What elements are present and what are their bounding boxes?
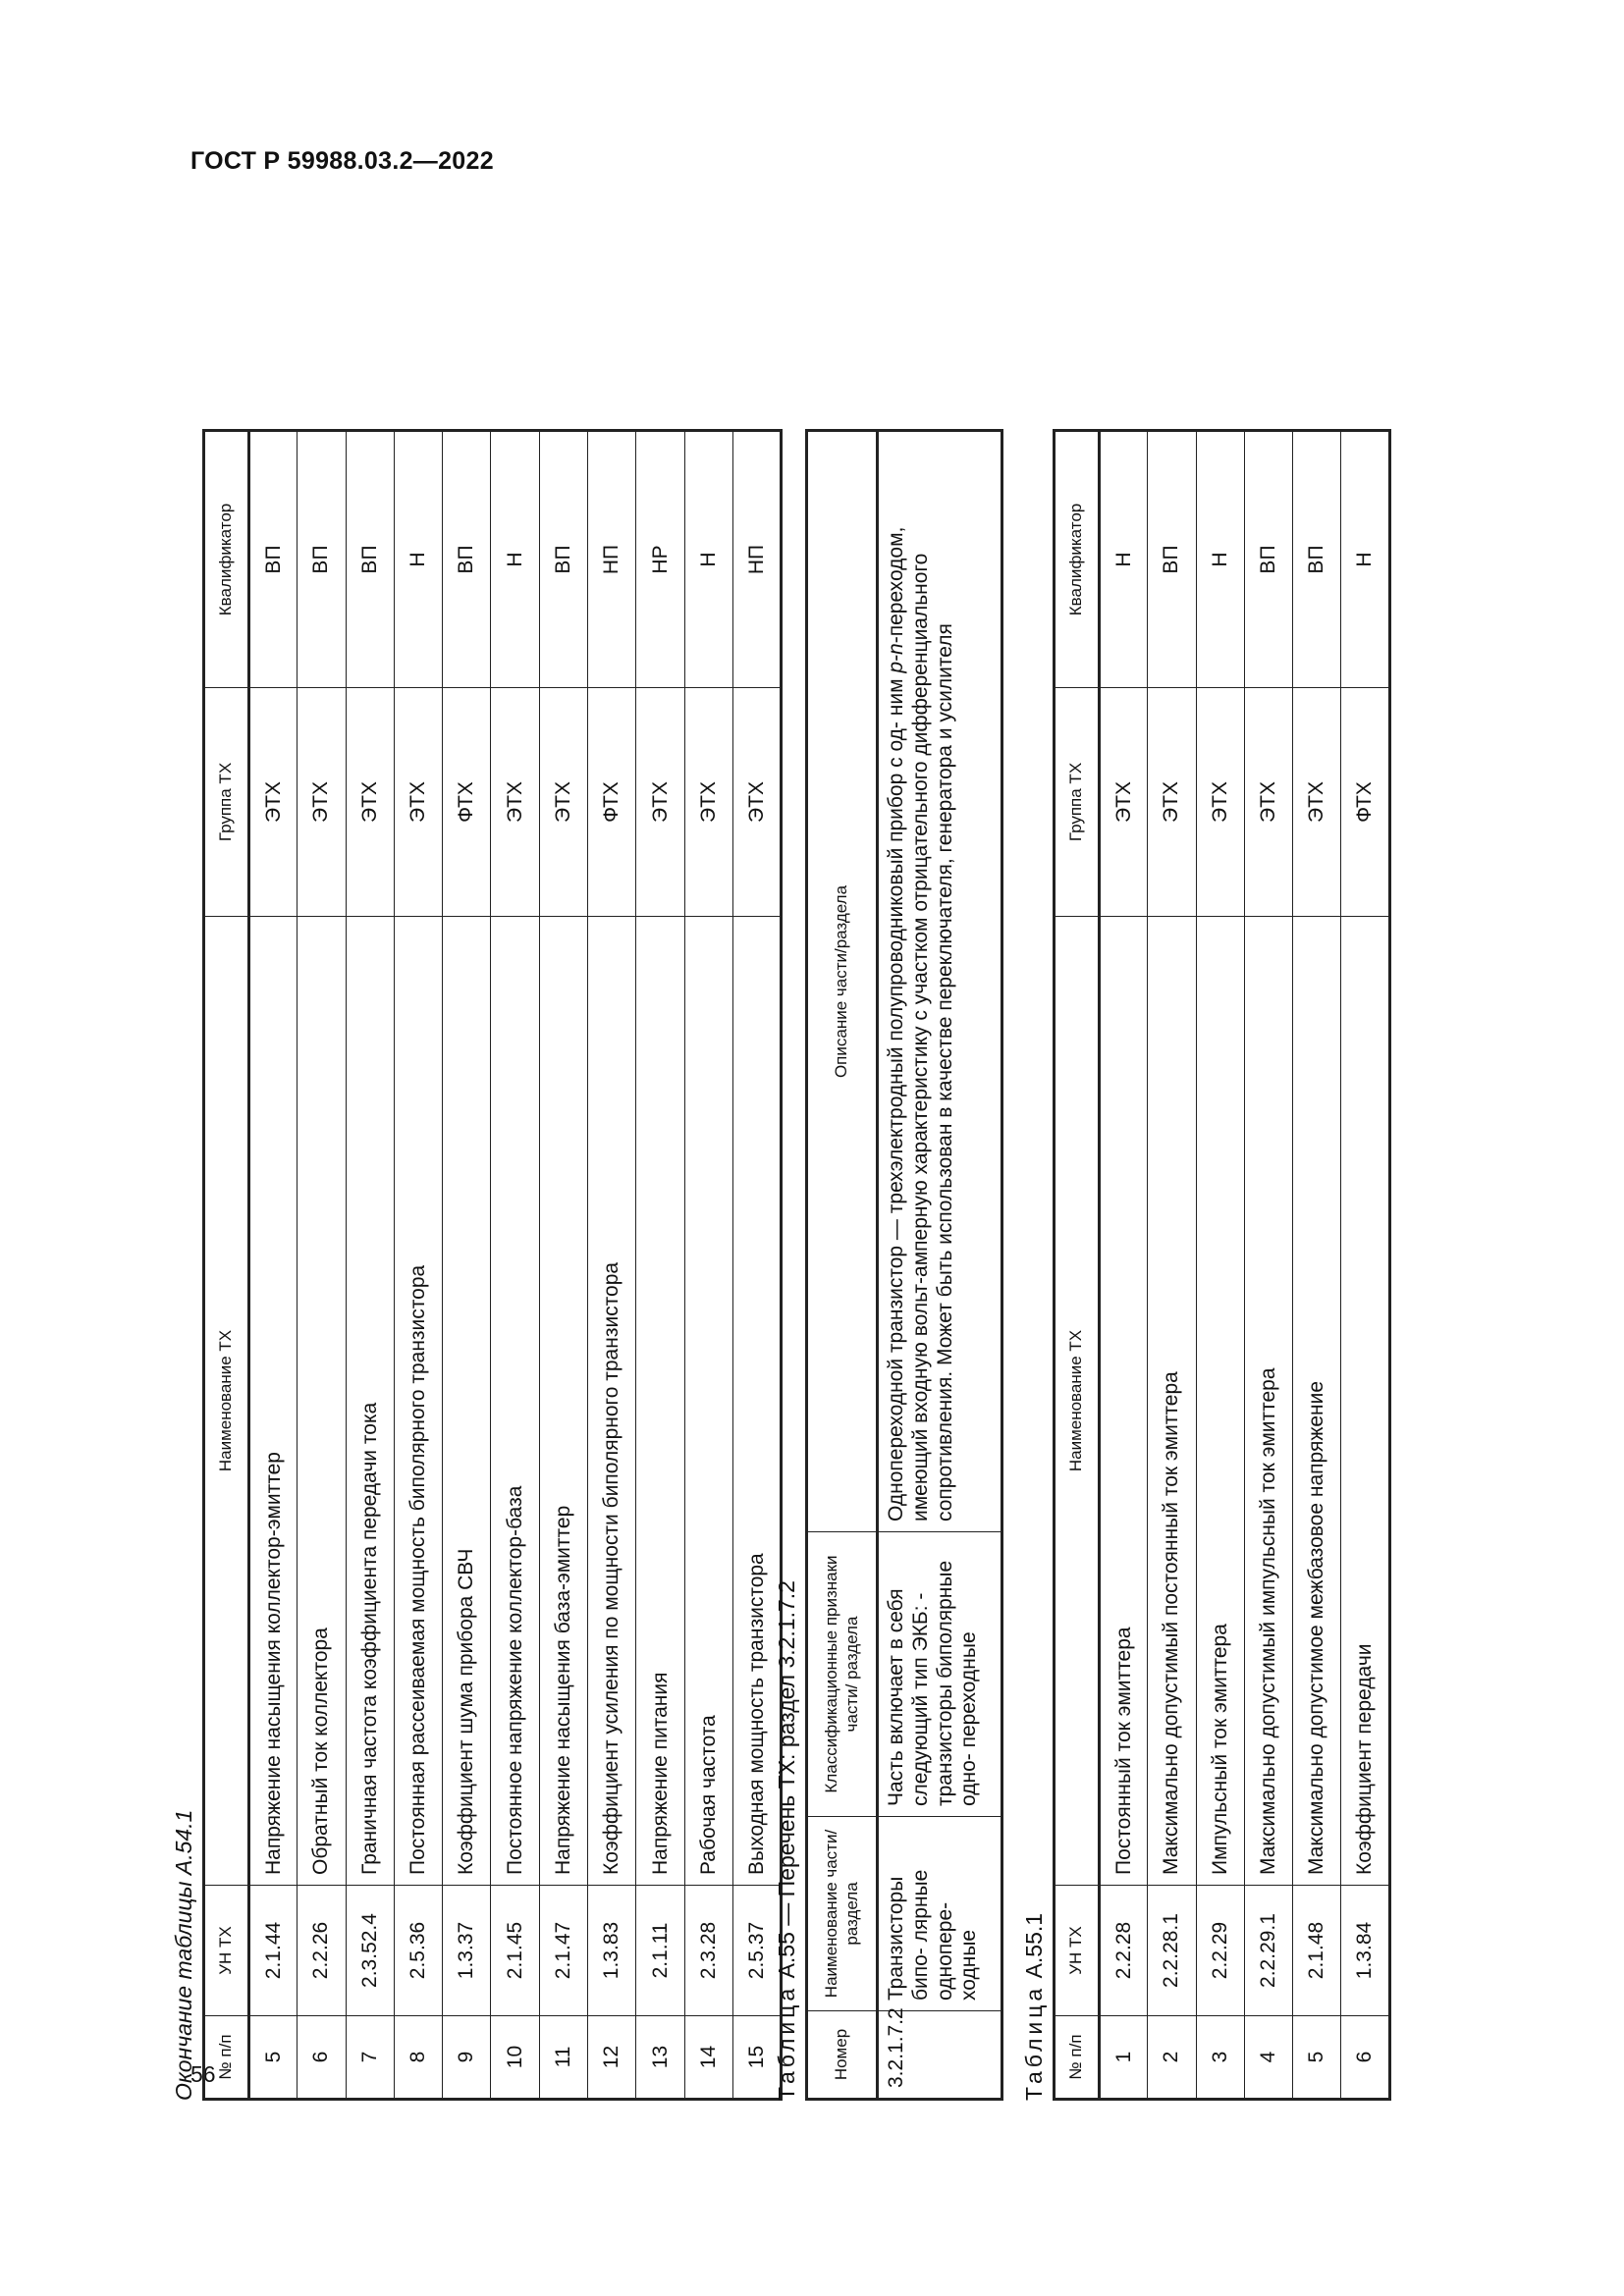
row-group: ЭТХ (249, 688, 298, 917)
table-header-row (204, 431, 249, 2100)
row-code: 2.5.36 (394, 1886, 442, 2016)
row-name: Граничная частота коэффициента передачи тока (346, 917, 394, 1886)
row-group: ЭТХ (491, 688, 539, 917)
row-number: 6 (1341, 2016, 1389, 2100)
row-name: Выходная мощность транзистора (732, 917, 781, 1886)
col-header-classification: Классификационные признаки части/ раздела (807, 1532, 878, 1817)
row-qualifier: Н (684, 431, 732, 688)
row-number: 5 (1293, 2016, 1341, 2100)
row-number: 12 (588, 2016, 636, 2100)
col-header-description: Описание части/раздела (807, 431, 878, 1532)
row-qualifier: НП (732, 431, 781, 688)
col-header-number: № п/п (204, 2016, 249, 2100)
table-row (539, 431, 587, 2100)
col-header-code: УН ТХ (1055, 1886, 1100, 2016)
row-code: 2.1.44 (249, 1886, 298, 2016)
description-italic: p-n (885, 643, 907, 673)
col-header-qualifier: Квалификатор (204, 431, 249, 688)
table-a55 (805, 429, 1003, 2101)
row-number: 2 (1148, 2016, 1196, 2100)
row-code: 2.3.28 (684, 1886, 732, 2016)
table-row (1244, 431, 1292, 2100)
row-name: Постоянное напряжение коллектор-база (491, 917, 539, 1886)
table-row (1293, 431, 1341, 2100)
row-qualifier: ВП (443, 431, 491, 688)
table-row (491, 431, 539, 2100)
row-number: 5 (249, 2016, 298, 2100)
table-a54-body (249, 431, 782, 2100)
row-qualifier: ВП (539, 431, 587, 688)
row-code: 2.1.48 (1293, 1886, 1341, 2016)
table-a55-caption (774, 1580, 800, 2101)
table-a54-1 (202, 429, 783, 2101)
table-row (298, 431, 346, 2100)
col-header-qualifier: Квалификатор (1055, 431, 1100, 688)
row-code: 1.3.84 (1341, 1886, 1389, 2016)
row-code: 2.3.52.4 (346, 1886, 394, 2016)
row-group: ЭТХ (1293, 688, 1341, 917)
table-row (636, 431, 684, 2100)
row-qualifier: Н (1341, 431, 1389, 688)
row-number: 14 (684, 2016, 732, 2100)
row-group: ФТХ (1341, 688, 1389, 917)
col-header-name: Наименование ТХ (1055, 917, 1100, 1886)
row-qualifier: Н (394, 431, 442, 688)
row-name: Импульсный ток эмиттера (1196, 917, 1244, 1886)
table-a55-caption-word: Таблица (774, 1984, 799, 2101)
row-group: ЭТХ (1148, 688, 1196, 917)
part-number: 3.2.1.7.2 (878, 2011, 1002, 2100)
row-group: ЭТХ (539, 688, 587, 917)
table-row (443, 431, 491, 2100)
row-group: ФТХ (443, 688, 491, 917)
row-qualifier: Н (1196, 431, 1244, 688)
table-header-row (1055, 431, 1100, 2100)
row-group: ЭТХ (636, 688, 684, 917)
table-row (684, 431, 732, 2100)
table-row (1196, 431, 1244, 2100)
row-name: Максимально допустимое межбазовое напряжение (1293, 917, 1341, 1886)
row-group: ЭТХ (346, 688, 394, 917)
row-code: 2.2.26 (298, 1886, 346, 2016)
row-number: 6 (298, 2016, 346, 2100)
row-qualifier: ВП (1293, 431, 1341, 688)
part-classification: Часть включает в себя следующий тип ЭКБ: - транзисторы биполярные одно- переходные (878, 1532, 1002, 1817)
document-header: ГОСТ Р 59988.03.2—2022 (190, 147, 494, 175)
row-number: 11 (539, 2016, 587, 2100)
row-name: Постоянная рассеиваемая мощность биполярного транзистора (394, 917, 442, 1886)
row-group: ФТХ (588, 688, 636, 917)
row-qualifier: ВП (346, 431, 394, 688)
row-code: 1.3.37 (443, 1886, 491, 2016)
table-a55-1 (1053, 429, 1391, 2101)
col-header-number: Номер (807, 2011, 878, 2100)
table-a55-1-caption-text: А.55.1 (1021, 1912, 1047, 1979)
row-qualifier: Н (491, 431, 539, 688)
row-qualifier: ВП (1244, 431, 1292, 688)
row-number: 3 (1196, 2016, 1244, 2100)
col-header-group: Группа ТХ (204, 688, 249, 917)
table-a55-1-caption-word: Таблица (1021, 1984, 1047, 2101)
row-code: 2.2.28.1 (1148, 1886, 1196, 2016)
row-group: ЭТХ (1244, 688, 1292, 917)
col-header-group: Группа ТХ (1055, 688, 1100, 917)
col-header-code: УН ТХ (204, 1886, 249, 2016)
row-code: 2.5.37 (732, 1886, 781, 2016)
row-qualifier: НР (636, 431, 684, 688)
page-number: 56 (190, 2061, 216, 2087)
row-group: ЭТХ (732, 688, 781, 917)
row-name: Коэффициент усиления по мощности биполярного транзистора (588, 917, 636, 1886)
row-code: 2.2.28 (1100, 1886, 1148, 2016)
table-header-row (807, 431, 878, 2100)
row-name: Максимально допустимый постоянный ток эмиттера (1148, 917, 1196, 1886)
col-header-part-name: Наименование части/ раздела (807, 1817, 878, 2011)
row-number: 4 (1244, 2016, 1292, 2100)
table-a54-caption: Окончание таблицы А.54.1 (171, 1809, 196, 2101)
row-group: ЭТХ (298, 688, 346, 917)
table-a55-caption-text: А.55 — Перечень ТХ: раздел 3.2.1.7.2 (774, 1580, 799, 1979)
row-name: Обратный ток коллектора (298, 917, 346, 1886)
part-description (878, 431, 1002, 1532)
table-row (346, 431, 394, 2100)
row-number: 13 (636, 2016, 684, 2100)
description-text-1: Однопереходной транзистор — трехэлектродный полупроводниковый прибор с од- ним (885, 672, 907, 1522)
row-qualifier: Н (1100, 431, 1148, 688)
row-number: 8 (394, 2016, 442, 2100)
table-a55-1-caption (1021, 1913, 1048, 2101)
row-number: 9 (443, 2016, 491, 2100)
table-row (394, 431, 442, 2100)
part-name: Транзисторы бипо- лярные однопере- ходные (878, 1817, 1002, 2011)
row-qualifier: ВП (298, 431, 346, 688)
table-row (249, 431, 298, 2100)
table-a55-1-body (1100, 431, 1390, 2100)
row-name: Постоянный ток эмиттера (1100, 917, 1148, 1886)
row-code: 2.1.45 (491, 1886, 539, 2016)
row-qualifier: НП (588, 431, 636, 688)
row-name: Максимально допустимый импульсный ток эмиттера (1244, 917, 1292, 1886)
row-group: ЭТХ (394, 688, 442, 917)
row-group: ЭТХ (684, 688, 732, 917)
col-header-name: Наименование ТХ (204, 917, 249, 1886)
row-code: 2.1.11 (636, 1886, 684, 2016)
row-qualifier: ВП (1148, 431, 1196, 688)
description-text-2: -переходом, имеющий входную вольт-амперную характеристику с участком отрицательного дифференциального сопротивления. Может быть использован в качестве переключателя, генератора и усилителя (885, 526, 956, 1522)
col-header-number: № п/п (1055, 2016, 1100, 2100)
table-row (1100, 431, 1148, 2100)
row-qualifier: ВП (249, 431, 298, 688)
row-name: Коэффициент передачи (1341, 917, 1389, 1886)
row-number: 15 (732, 2016, 781, 2100)
row-code: 1.3.83 (588, 1886, 636, 2016)
row-number: 10 (491, 2016, 539, 2100)
table-row (1148, 431, 1196, 2100)
table-row (878, 431, 1002, 2100)
row-group: ЭТХ (1100, 688, 1148, 917)
row-name: Коэффициент шума прибора СВЧ (443, 917, 491, 1886)
row-group: ЭТХ (1196, 688, 1244, 917)
table-row (588, 431, 636, 2100)
row-code: 2.2.29.1 (1244, 1886, 1292, 2016)
row-number: 7 (346, 2016, 394, 2100)
row-name: Напряжение насыщения коллектор-эмиттер (249, 917, 298, 1886)
rotated-content (167, 216, 1502, 2101)
table-row (1341, 431, 1389, 2100)
row-number: 1 (1100, 2016, 1148, 2100)
row-name: Рабочая частота (684, 917, 732, 1886)
row-code: 2.1.47 (539, 1886, 587, 2016)
row-name: Напряжение питания (636, 917, 684, 1886)
row-code: 2.2.29 (1196, 1886, 1244, 2016)
row-name: Напряжение насыщения база-эмиттер (539, 917, 587, 1886)
